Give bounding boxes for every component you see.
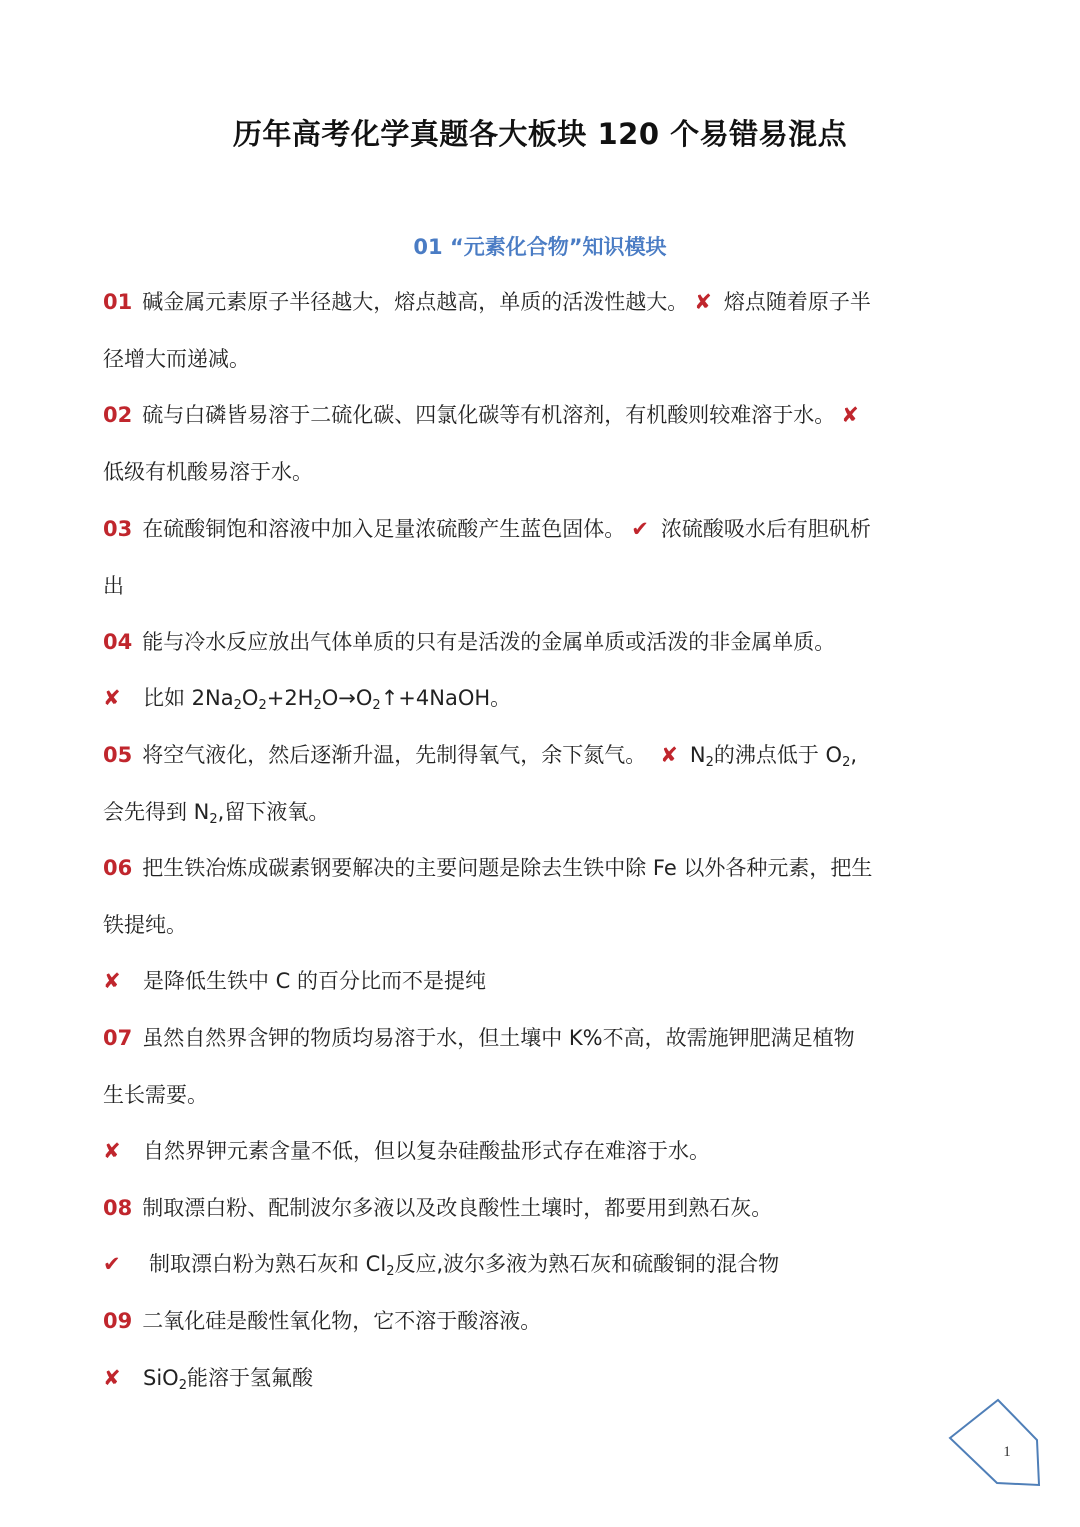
item-number: 09 [103,1309,133,1333]
list-item: 07 虽然自然界含钾的物质均易溶于水，但土壤中 K%不高，故需施钾肥满足植物 [103,1026,855,1050]
list-item-continuation: 低级有机酸易溶于水。 [103,460,313,484]
item-number: 06 [103,856,133,880]
list-item-explanation: ✔ 制取漂白粉为熟石灰和 $Cl_2$反应,波尔多液为熟石灰和硫酸铜的混合物 [103,1249,983,1279]
item-number: 04 [103,630,133,654]
check-icon: ✔ [103,1252,121,1276]
list-item: 08 制取漂白粉、配制波尔多液以及改良酸性土壤时，都要用到熟石灰。 [103,1196,773,1220]
item-number: 08 [103,1196,133,1220]
wrong-icon: ✘ [841,403,859,427]
list-item-continuation: 会先得到 $N_2$,留下液氧。 [103,800,330,827]
list-item-continuation: 出 [103,574,124,598]
wrong-icon: ✘ [103,1139,121,1163]
list-item: 05 将空气液化，然后逐渐升温，先制得氧气，余下氮气。 ✘ $N_2$的沸点低于 $O_2$, [103,743,858,770]
item-number: 01 [103,290,133,314]
wrong-icon: ✘ [103,1366,121,1390]
item-number: 05 [103,743,133,767]
item-number: 07 [103,1026,133,1050]
item-number: 02 [103,403,133,427]
list-item-continuation: 生长需要。 [103,1083,208,1107]
list-item: 09 二氧化硅是酸性氧化物，它不溶于酸溶液。 [103,1309,542,1333]
page-title: 历年高考化学真题各大板块 120 个易错易混点 [232,117,848,151]
page-corner-shape [950,1400,1039,1485]
list-item: 01 碱金属元素原子半径越大，熔点越高，单质的活泼性越大。 ✘ 熔点随着原子半 [103,290,871,314]
list-item-explanation: ✘ 是降低生铁中 C 的百分比而不是提纯 [103,966,983,996]
page-number-badge [945,1395,1045,1495]
list-item: 04 能与冷水反应放出气体单质的只有是活泼的金属单质或活泼的非金属单质。 [103,630,836,654]
list-item-continuation: 径增大而递减。 [103,347,250,371]
wrong-icon: ✘ [694,290,712,314]
wrong-icon: ✘ [103,686,121,710]
wrong-icon: ✘ [103,969,121,993]
list-item-explanation: ✘ SiO$_2$能溶于氢氟酸 [103,1363,983,1393]
page-number: 1 [1003,1444,1011,1460]
list-item-explanation: ✘ 自然界钾元素含量不低，但以复杂硅酸盐形式存在难溶于水。 [103,1136,983,1166]
check-icon: ✔ [631,517,649,541]
list-item: 03 在硫酸铜饱和溶液中加入足量浓硫酸产生蓝色固体。 ✔ 浓硫酸吸水后有胆矾析 [103,517,871,541]
item-number: 03 [103,517,133,541]
list-item-continuation: 铁提纯。 [103,913,187,937]
list-item: 06 把生铁冶炼成碳素钢要解决的主要问题是除去生铁中除 Fe 以外各种元素，把生 [103,856,873,880]
list-item-explanation: ✘ 比如 $2Na_2O_2+2H_2O\to O_2↑+4NaOH$。 [103,683,983,713]
section-heading: 01 “元素化合物”知识模块 [413,235,667,259]
wrong-icon: ✘ [660,743,678,767]
list-item: 02 硫与白磷皆易溶于二硫化碳、四氯化碳等有机溶剂，有机酸则较难溶于水。 ✘ [103,403,859,427]
